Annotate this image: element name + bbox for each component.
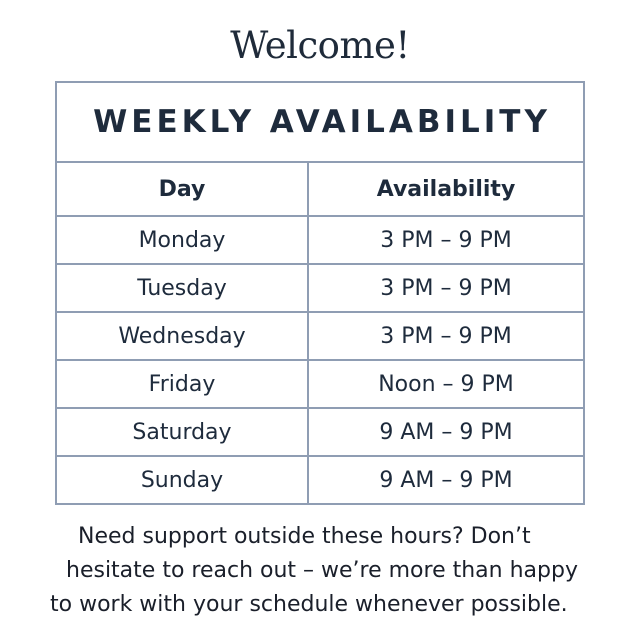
support-note-line: hesitate to reach out – we’re more than happy [66,558,578,583]
hours-cell: 3 PM – 9 PM [380,275,512,301]
table-row [57,457,583,503]
hours-cell: 3 PM – 9 PM [380,323,512,349]
table-row [57,361,583,409]
day-cell: Tuesday [57,265,309,311]
day-cell: Friday [57,361,309,407]
table-row [57,265,583,313]
day-cell: Sunday [57,457,309,503]
table-header-row [57,163,583,217]
support-note-line: Need support outside these hours? Don’t [78,524,531,549]
day-cell: Wednesday [57,313,309,359]
table-row [57,313,583,361]
day-cell: Saturday [57,409,309,455]
day-cell: Monday [57,217,309,263]
column-header-day: Day [57,163,309,215]
availability-table [55,81,585,505]
table-title: WEEKLY AVAILABILITY [57,83,583,163]
table-row [57,217,583,265]
table-row [57,409,583,457]
hours-cell: 3 PM – 9 PM [380,227,512,253]
column-header-availability: Availability [376,176,516,202]
hours-cell: 9 AM – 9 PM [379,419,513,445]
hours-cell: Noon – 9 PM [378,371,514,397]
support-note-line: to work with your schedule whenever possible. [50,592,568,617]
page-title: Welcome! [230,24,410,67]
hours-cell: 9 AM – 9 PM [379,467,513,493]
